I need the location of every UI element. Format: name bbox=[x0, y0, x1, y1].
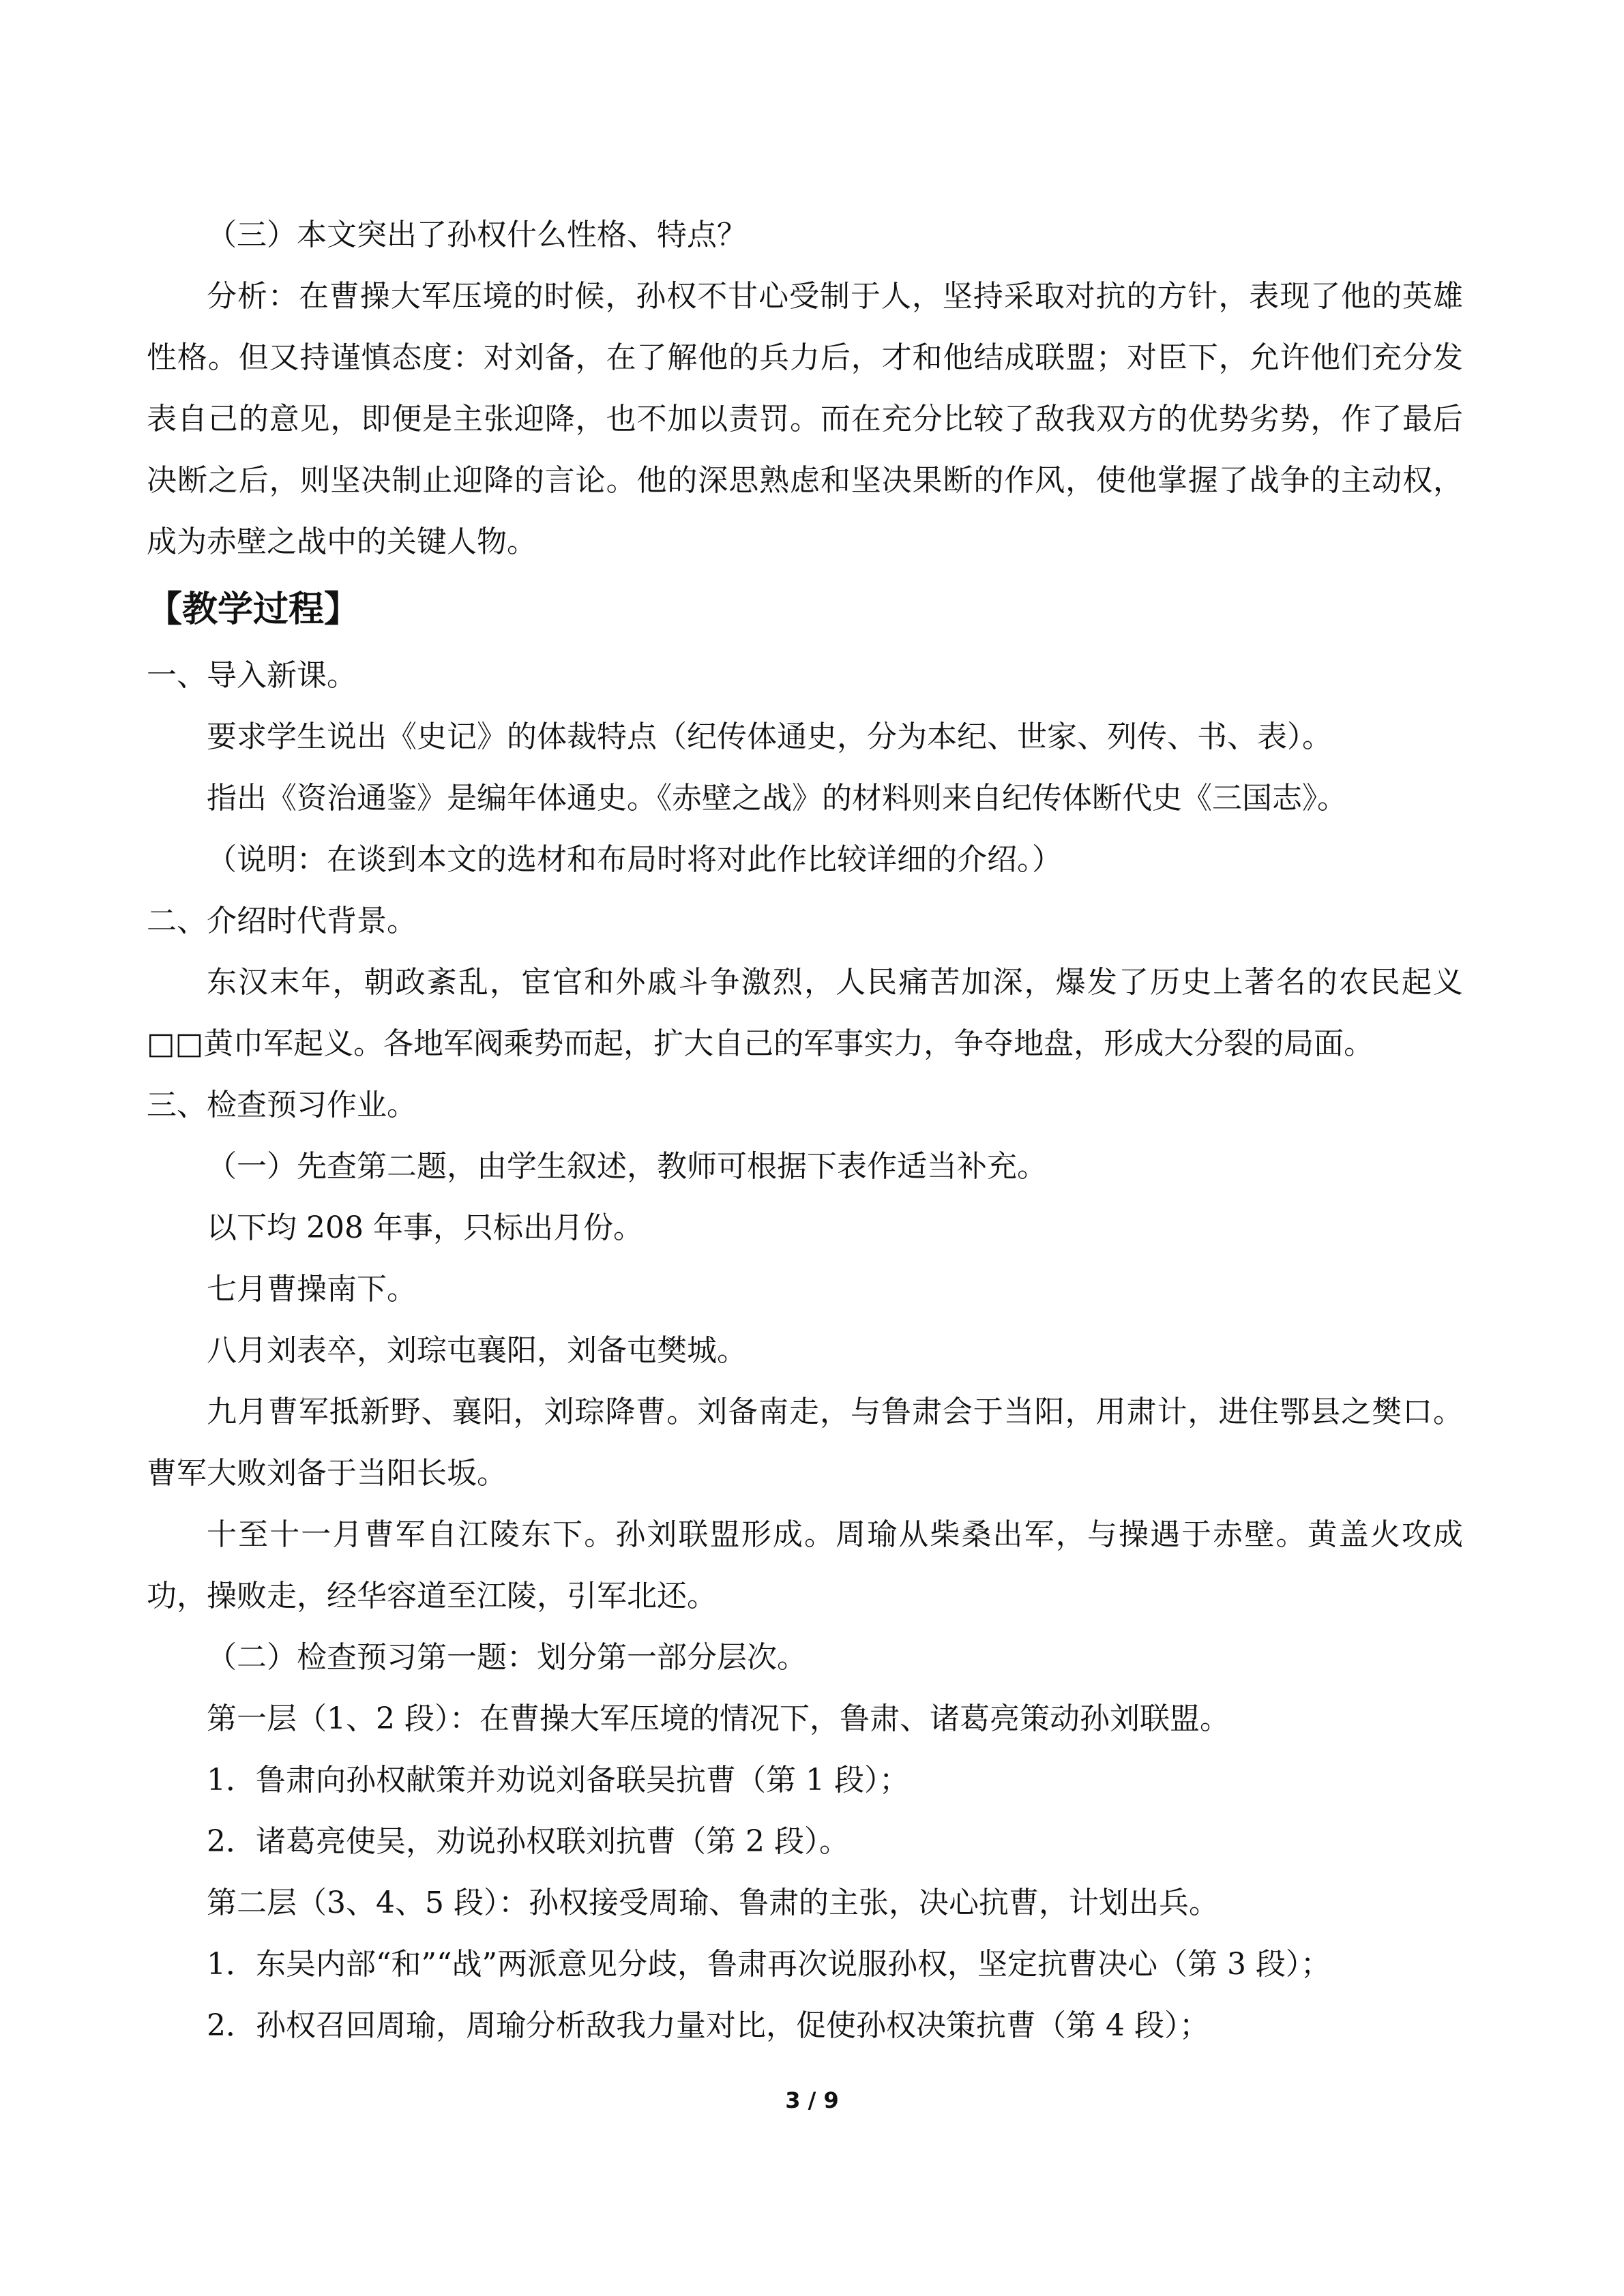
step-one-title: 一、导入新课。 bbox=[147, 658, 357, 693]
step-one-item-1: 要求学生说出《史记》的体裁特点（纪传体通史，分为本纪、世家、列传、书、表）。 bbox=[207, 719, 1332, 754]
layer-one-title: 第一层（1、2 段）：在曹操大军压境的情况下，鲁肃、诸葛亮策动孙刘联盟。 bbox=[207, 1701, 1230, 1736]
analysis-paragraph: 分析：在曹操大军压境的时候，孙权不甘心受制于人，坚持采取对抗的方针，表现了他的英雄性格。但又持谨慎态度：对刘备，在了解他的兵力后，才和他结成联盟；对臣下，允许他们充分发表自己的意见，即便是主张迎降，也不加以责罚。而在充分比较了敌我双方的优势劣势，作了最后决断之后，则坚决制止迎降的言论。他的深思熟虑和坚决果断的作风，使他掌握了战争的主动权，成为赤壁之战中的关键人物。 bbox=[147, 279, 1463, 559]
timeline-august: 八月刘表卒，刘琮屯襄阳，刘备屯樊城。 bbox=[207, 1333, 747, 1368]
layer-two-title: 第二层（3、4、5 段）：孙权接受周瑜、鲁肃的主张，决心抗曹，计划出兵。 bbox=[207, 1885, 1219, 1920]
check-item-2: （二）检查预习第一题：划分第一部分层次。 bbox=[207, 1640, 807, 1675]
timeline-july: 七月曹操南下。 bbox=[207, 1272, 417, 1307]
layer-one-point-1: 1．鲁肃向孙权献策并劝说刘备联吴抗曹（第 1 段）； bbox=[207, 1763, 909, 1798]
document-body bbox=[147, 205, 1463, 2057]
check-item-1: （一）先查第二题，由学生叙述，教师可根据下表作适当补充。 bbox=[207, 1149, 1047, 1184]
page-number: 3 / 9 bbox=[785, 2087, 839, 2113]
section-heading-teaching-process: 【教学过程】 bbox=[147, 589, 360, 630]
background-paragraph: 东汉末年，朝政紊乱，宦官和外戚斗争激烈，人民痛苦加深，爆发了历史上著名的农民起义□□黄巾军起义。各地军阀乘势而起，扩大自己的军事实力，争夺地盘，形成大分裂的局面。 bbox=[147, 965, 1463, 1061]
year-note: 以下均 208 年事，只标出月份。 bbox=[207, 1210, 643, 1245]
question-three: （三）本文突出了孙权什么性格、特点？ bbox=[207, 218, 747, 252]
step-two-title: 二、介绍时代背景。 bbox=[147, 904, 417, 938]
layer-two-point-1: 1．东吴内部“和”“战”两派意见分歧，鲁肃再次说服孙权，坚定抗曹决心（第 3 段）； bbox=[207, 1947, 1331, 1982]
step-one-note: （说明：在谈到本文的选材和布局时将对此作比较详细的介绍。） bbox=[207, 842, 1062, 877]
step-three-title: 三、检查预习作业。 bbox=[147, 1088, 417, 1122]
layer-two-point-2: 2．孙权召回周瑜，周瑜分析敌我力量对比，促使孙权决策抗曹（第 4 段）； bbox=[207, 2008, 1209, 2043]
timeline-october-november: 十至十一月曹军自江陵东下。孙刘联盟形成。周瑜从柴桑出军，与操遇于赤壁。黄盖火攻成功，操败走，经华容道至江陵，引军北还。 bbox=[147, 1517, 1463, 1613]
timeline-september: 九月曹军抵新野、襄阳，刘琮降曹。刘备南走，与鲁肃会于当阳，用肃计，进住鄂县之樊口。曹军大败刘备于当阳长坂。 bbox=[147, 1395, 1463, 1491]
layer-one-point-2: 2．诸葛亮使吴，劝说孙权联刘抗曹（第 2 段）。 bbox=[207, 1824, 849, 1859]
step-one-item-2: 指出《资治通鉴》是编年体通史。《赤壁之战》的材料则来自纪传体断代史《三国志》。 bbox=[207, 781, 1347, 816]
